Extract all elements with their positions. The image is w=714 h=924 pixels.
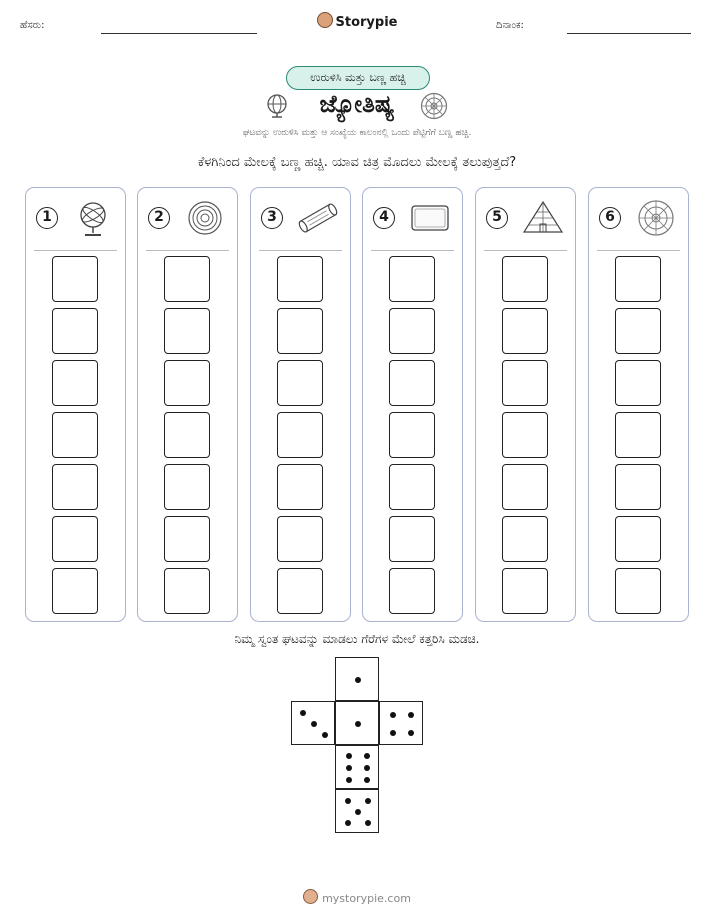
pip (364, 765, 370, 771)
column-number: 1 (36, 207, 58, 229)
color-box[interactable] (502, 412, 548, 458)
color-box[interactable] (615, 464, 661, 510)
color-box[interactable] (389, 464, 435, 510)
color-box[interactable] (164, 360, 210, 406)
die-face-4 (379, 701, 423, 745)
color-box[interactable] (502, 464, 548, 510)
name-line[interactable] (101, 33, 257, 34)
color-box[interactable] (615, 360, 661, 406)
color-box[interactable] (277, 412, 323, 458)
column-5 (475, 187, 576, 622)
column-6 (588, 187, 689, 622)
column-2 (137, 187, 238, 622)
color-box[interactable] (277, 256, 323, 302)
pip (346, 765, 352, 771)
die-face-1 (335, 657, 379, 701)
die-face-1 (335, 701, 379, 745)
color-box[interactable] (52, 412, 98, 458)
pip (355, 677, 361, 683)
color-box[interactable] (277, 568, 323, 614)
color-box[interactable] (52, 360, 98, 406)
zodiac-wheel-icon (420, 92, 448, 120)
subtitle: ಘಟವನ್ನು ಉರುಳಿಸಿ ಮತ್ತು ಆ ಸಂಖ್ಯೆಯ ಕಾಲಂನಲ್ಲಿ ಒಂದು ಪೆಟ್ಟಿಗೆಗೆ ಬಣ್ಣ ಹಚ್ಚಿ. (242, 128, 472, 138)
color-box[interactable] (52, 464, 98, 510)
column-number: 4 (373, 207, 395, 229)
pip (390, 730, 396, 736)
brand-name: Storypie (335, 15, 398, 30)
column-number: 6 (599, 207, 621, 229)
column-number: 3 (261, 207, 283, 229)
pip (345, 798, 351, 804)
color-box[interactable] (389, 360, 435, 406)
pyramid-icon (520, 198, 566, 238)
column-divider (597, 250, 680, 251)
color-box[interactable] (389, 568, 435, 614)
color-box[interactable] (52, 308, 98, 354)
page-title: ಜ್ಯೋತಿಷ್ಯ (319, 90, 395, 118)
pip (390, 712, 396, 718)
column-divider (34, 250, 117, 251)
date-label: ದಿನಾಂಕ: (496, 20, 524, 31)
color-box[interactable] (502, 516, 548, 562)
name-label: ಹೆಸರು: (20, 20, 45, 31)
color-box[interactable] (164, 412, 210, 458)
color-box[interactable] (389, 516, 435, 562)
pip (364, 777, 370, 783)
die-face-5 (335, 789, 379, 833)
column-3 (250, 187, 351, 622)
pip (408, 730, 414, 736)
color-box[interactable] (615, 516, 661, 562)
pip (346, 777, 352, 783)
pip (345, 820, 351, 826)
color-box[interactable] (277, 464, 323, 510)
footer-url: mystorypie.com (322, 892, 411, 905)
storypie-logo-icon (317, 12, 333, 28)
color-box[interactable] (277, 516, 323, 562)
armillary-sphere-icon (70, 198, 116, 238)
color-box[interactable] (389, 256, 435, 302)
column-4 (362, 187, 463, 622)
pip (355, 721, 361, 727)
color-box[interactable] (277, 360, 323, 406)
color-box[interactable] (164, 256, 210, 302)
color-box[interactable] (615, 412, 661, 458)
column-1 (25, 187, 126, 622)
color-box[interactable] (52, 568, 98, 614)
pip (311, 721, 317, 727)
color-box[interactable] (502, 308, 548, 354)
column-number: 2 (148, 207, 170, 229)
pip (364, 753, 370, 759)
column-divider (371, 250, 454, 251)
stone-tablet-icon (407, 198, 453, 238)
pip (346, 753, 352, 759)
pip (408, 712, 414, 718)
scroll-icon (295, 198, 341, 238)
concentric-circles-icon (182, 198, 228, 238)
column-divider (146, 250, 229, 251)
color-box[interactable] (52, 516, 98, 562)
date-line[interactable] (567, 33, 691, 34)
pip (300, 710, 306, 716)
die-face-3 (291, 701, 335, 745)
pip (365, 820, 371, 826)
color-box[interactable] (615, 308, 661, 354)
color-box[interactable] (164, 464, 210, 510)
footer (0, 889, 714, 905)
color-box[interactable] (615, 568, 661, 614)
zodiac-wheel-icon (633, 198, 679, 238)
color-box[interactable] (52, 256, 98, 302)
column-number: 5 (486, 207, 508, 229)
color-box[interactable] (502, 360, 548, 406)
color-box[interactable] (164, 308, 210, 354)
activity-badge: ಉರುಳಿಸಿ ಮತ್ತು ಬಣ್ಣ ಹಚ್ಚಿ (286, 66, 430, 90)
brand-logo (0, 12, 714, 30)
pip (322, 732, 328, 738)
die-face-6 (335, 745, 379, 789)
color-box[interactable] (389, 412, 435, 458)
color-box[interactable] (502, 568, 548, 614)
color-box[interactable] (389, 308, 435, 354)
question: ಕೆಳಗಿನಿಂದ ಮೇಲಕ್ಕೆ ಬಣ್ಣ ಹಚ್ಚಿ. ಯಾವ ಚಿತ್ರ ಮೊದಲು ಮೇಲಕ್ಕೆ ತಲುಪುತ್ತದೆ? (197, 155, 517, 170)
color-box[interactable] (502, 256, 548, 302)
pip (355, 809, 361, 815)
storypie-logo-icon (303, 889, 318, 904)
cut-instruction: ನಿಮ್ಮ ಸ್ವಂತ ಘಟವನ್ನು ಮಾಡಲು ಗೆರೆಗಳ ಮೇಲೆ ಕತ್ತರಿಸಿ ಮಡಚಿ. (234, 632, 480, 646)
color-box[interactable] (277, 308, 323, 354)
pip (365, 798, 371, 804)
column-divider (259, 250, 342, 251)
color-box[interactable] (164, 568, 210, 614)
color-box[interactable] (615, 256, 661, 302)
column-divider (484, 250, 567, 251)
color-box[interactable] (164, 516, 210, 562)
